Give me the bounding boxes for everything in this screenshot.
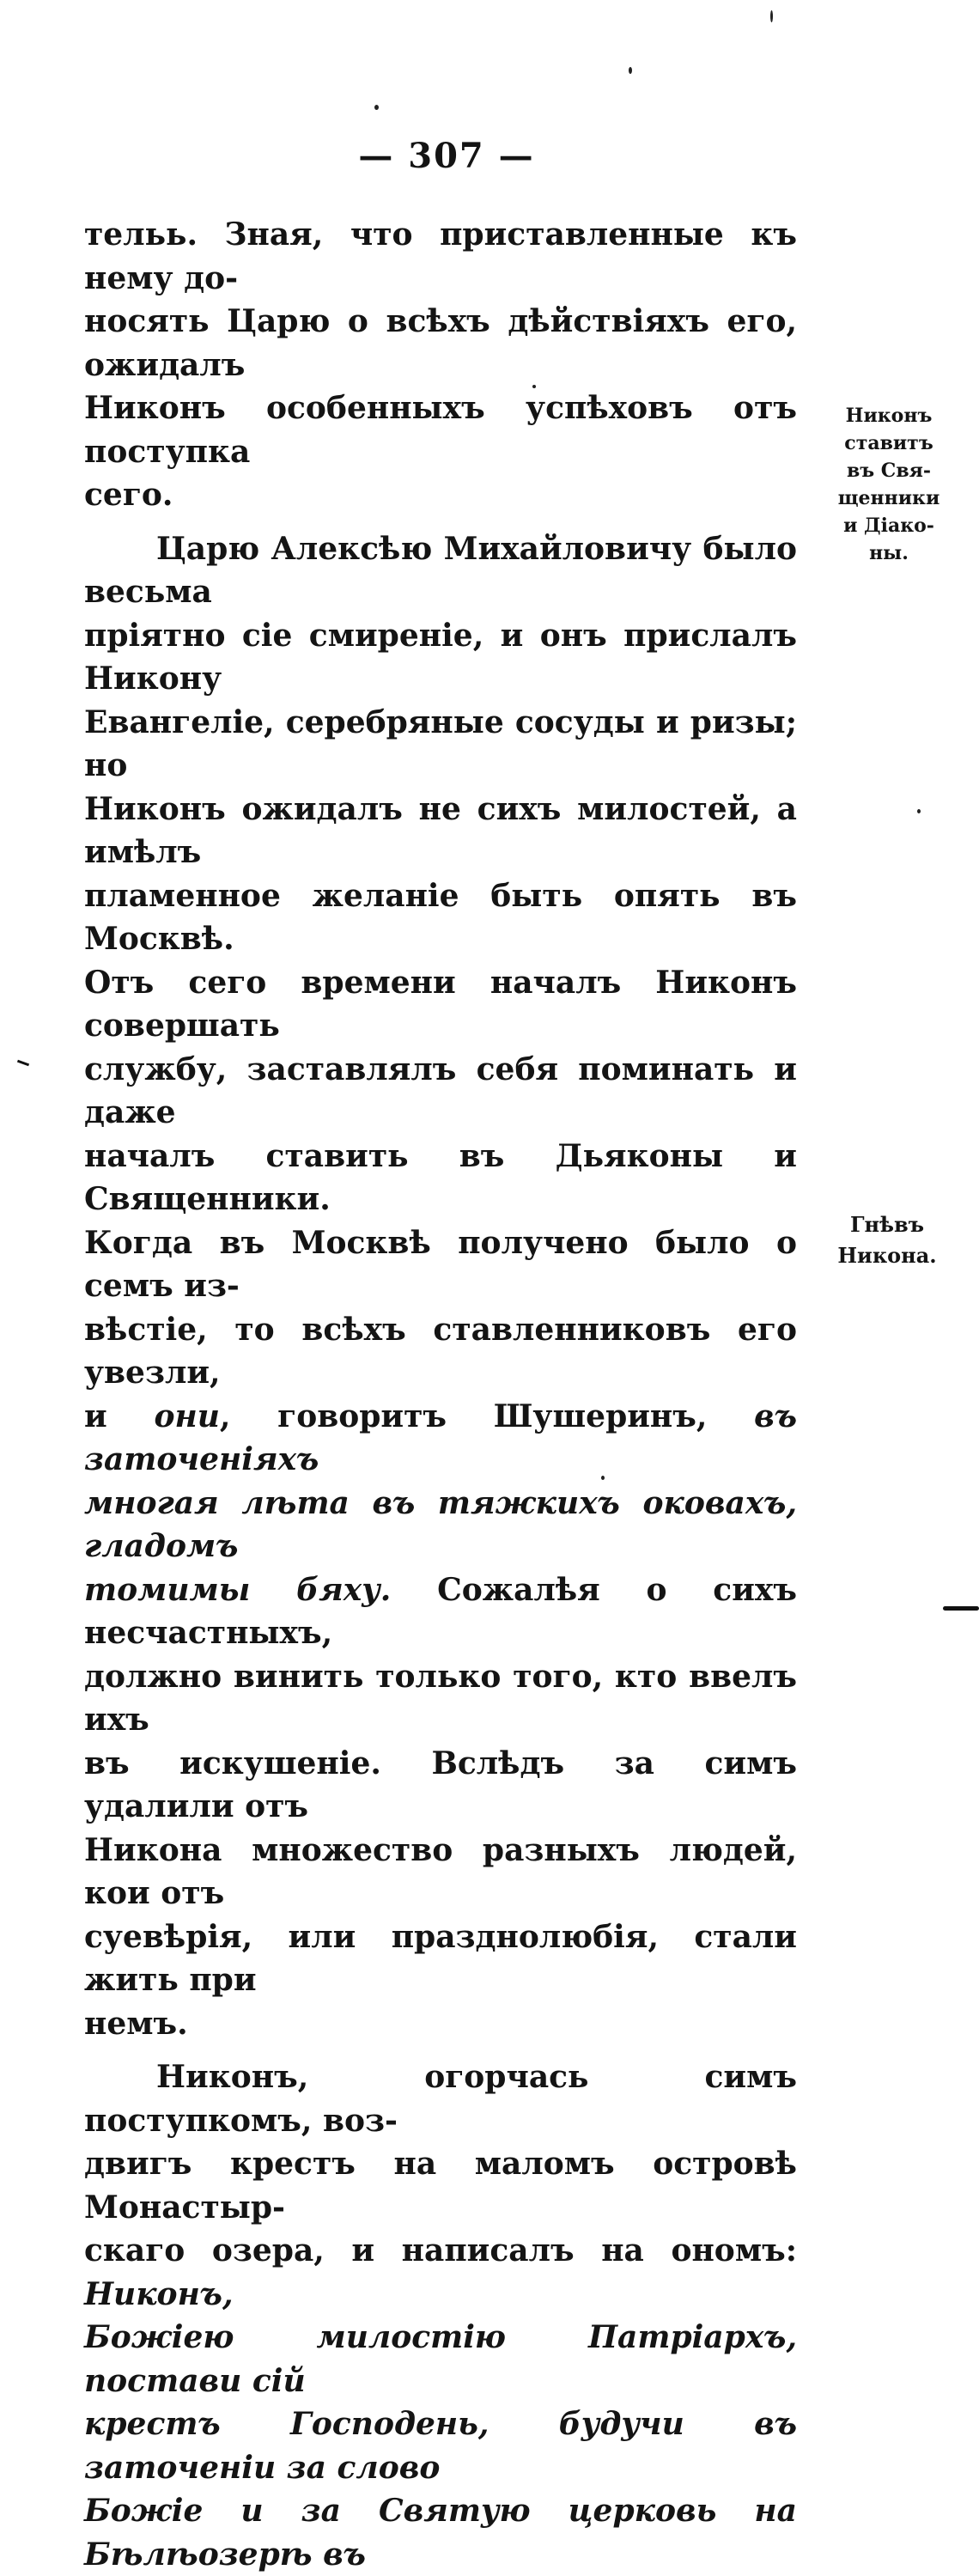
text-line: Евангеліе, серебряные сосуды и ризы; но <box>84 703 797 783</box>
text-line: суевѣрія, или празднолюбія, стали жить при <box>84 1918 797 1998</box>
text-line: сего. <box>84 477 173 513</box>
text-line-mixed <box>84 2229 797 2316</box>
italic-run: Никонъ, <box>84 2275 234 2312</box>
text-run: и <box>84 1398 155 1434</box>
text-line: Отъ сего времени началъ Никонъ совершать <box>84 964 797 1044</box>
text-line: носять Царю о всѣхъ дѣйствіяхъ его, ожидалъ <box>84 303 797 383</box>
text-line: Никонъ, огорчась симъ поступкомъ, воз- <box>84 2059 797 2139</box>
text-line: службу, заставлялъ себя поминать и даже <box>84 1050 797 1130</box>
text-line: должно винить только того, кто ввелъ ихъ <box>84 1658 797 1738</box>
scan-speck <box>770 10 773 22</box>
text-line: тельь. Зная, что приставленные къ нему до- <box>84 216 797 296</box>
text-line-mixed <box>84 1395 797 1482</box>
text-line-italic: Божіе и за Святую церковь на Бѣлѣозерѣ въ <box>84 2493 797 2573</box>
margin-note-line: и Діако- <box>843 515 934 537</box>
scan-speck <box>917 809 921 813</box>
text-line-italic: многая лѣта въ тяжкихъ оковахъ, гладомъ <box>84 1484 797 1564</box>
text-run: скаго озера, и написалъ на ономъ: <box>84 2232 797 2268</box>
text-run: Сожалѣя о сихъ несчастныхъ, <box>84 1571 797 1651</box>
margin-note <box>823 1209 952 1271</box>
scan-mark <box>943 1606 979 1611</box>
text-line: Никонъ ожидалъ не сихъ милостей, а имѣлъ <box>84 790 797 870</box>
text-line: двигъ крестъ на маломъ островѣ Монастыр- <box>84 2146 797 2226</box>
text-run: , говоритъ Шушеринъ, <box>219 1398 755 1434</box>
text-line: немъ. <box>84 2005 188 2042</box>
text-line: пріятно сіе смиреніе, и онъ прислалъ Никону <box>84 617 797 697</box>
text-line: вѣстіе, то всѣхъ ставленниковъ его увезли, <box>84 1311 797 1391</box>
margin-note-line: Никона. <box>837 1243 937 1268</box>
scan-speck <box>532 385 536 388</box>
italic-run: въ заточеніяхъ <box>84 1398 797 1477</box>
scan-speck <box>601 1476 605 1480</box>
text-line: Никонъ особенныхъ успѣховъ отъ поступка <box>84 390 797 470</box>
text-line: началъ ставить въ Дьяконы и Священники. <box>84 1137 797 1217</box>
italic-run: они <box>154 1398 220 1434</box>
margin-note <box>824 402 953 567</box>
scan-speck <box>629 67 632 74</box>
margin-note-line: ны. <box>869 542 909 564</box>
text-line-italic: Божіею милостію Патріархъ, постави сій <box>84 2319 797 2399</box>
text-line-mixed <box>84 1568 797 1655</box>
main-text <box>84 213 797 2576</box>
scan-speck <box>374 105 379 110</box>
text-line: Царю Алексѣю Михайловичу было весьма <box>84 530 797 610</box>
margin-note-line: Никонъ <box>845 405 933 427</box>
margin-note-line: въ Свя- <box>846 460 931 482</box>
page-number: — 307 — <box>358 136 535 176</box>
scan-mark <box>17 1060 29 1067</box>
italic-run: томимы бяху. <box>84 1571 392 1608</box>
text-line-italic: крестъ Господень, будучи въ заточеніи за слово <box>84 2406 797 2486</box>
text-line: Когда въ Москвѣ получено было о семъ из- <box>84 1224 797 1304</box>
text-line: въ искушеніе. Вслѣдъ за симъ удалили отъ <box>84 1745 797 1824</box>
text-line: пламенное желаніе быть опять въ Москвѣ. <box>84 877 797 957</box>
margin-note-line: щенники <box>837 487 940 509</box>
margin-note-line: Гнѣвъ <box>849 1212 925 1237</box>
margin-note-line: ставитъ <box>844 432 933 454</box>
text-line: Никона множество разныхъ людей, кои отъ <box>84 1831 797 1911</box>
